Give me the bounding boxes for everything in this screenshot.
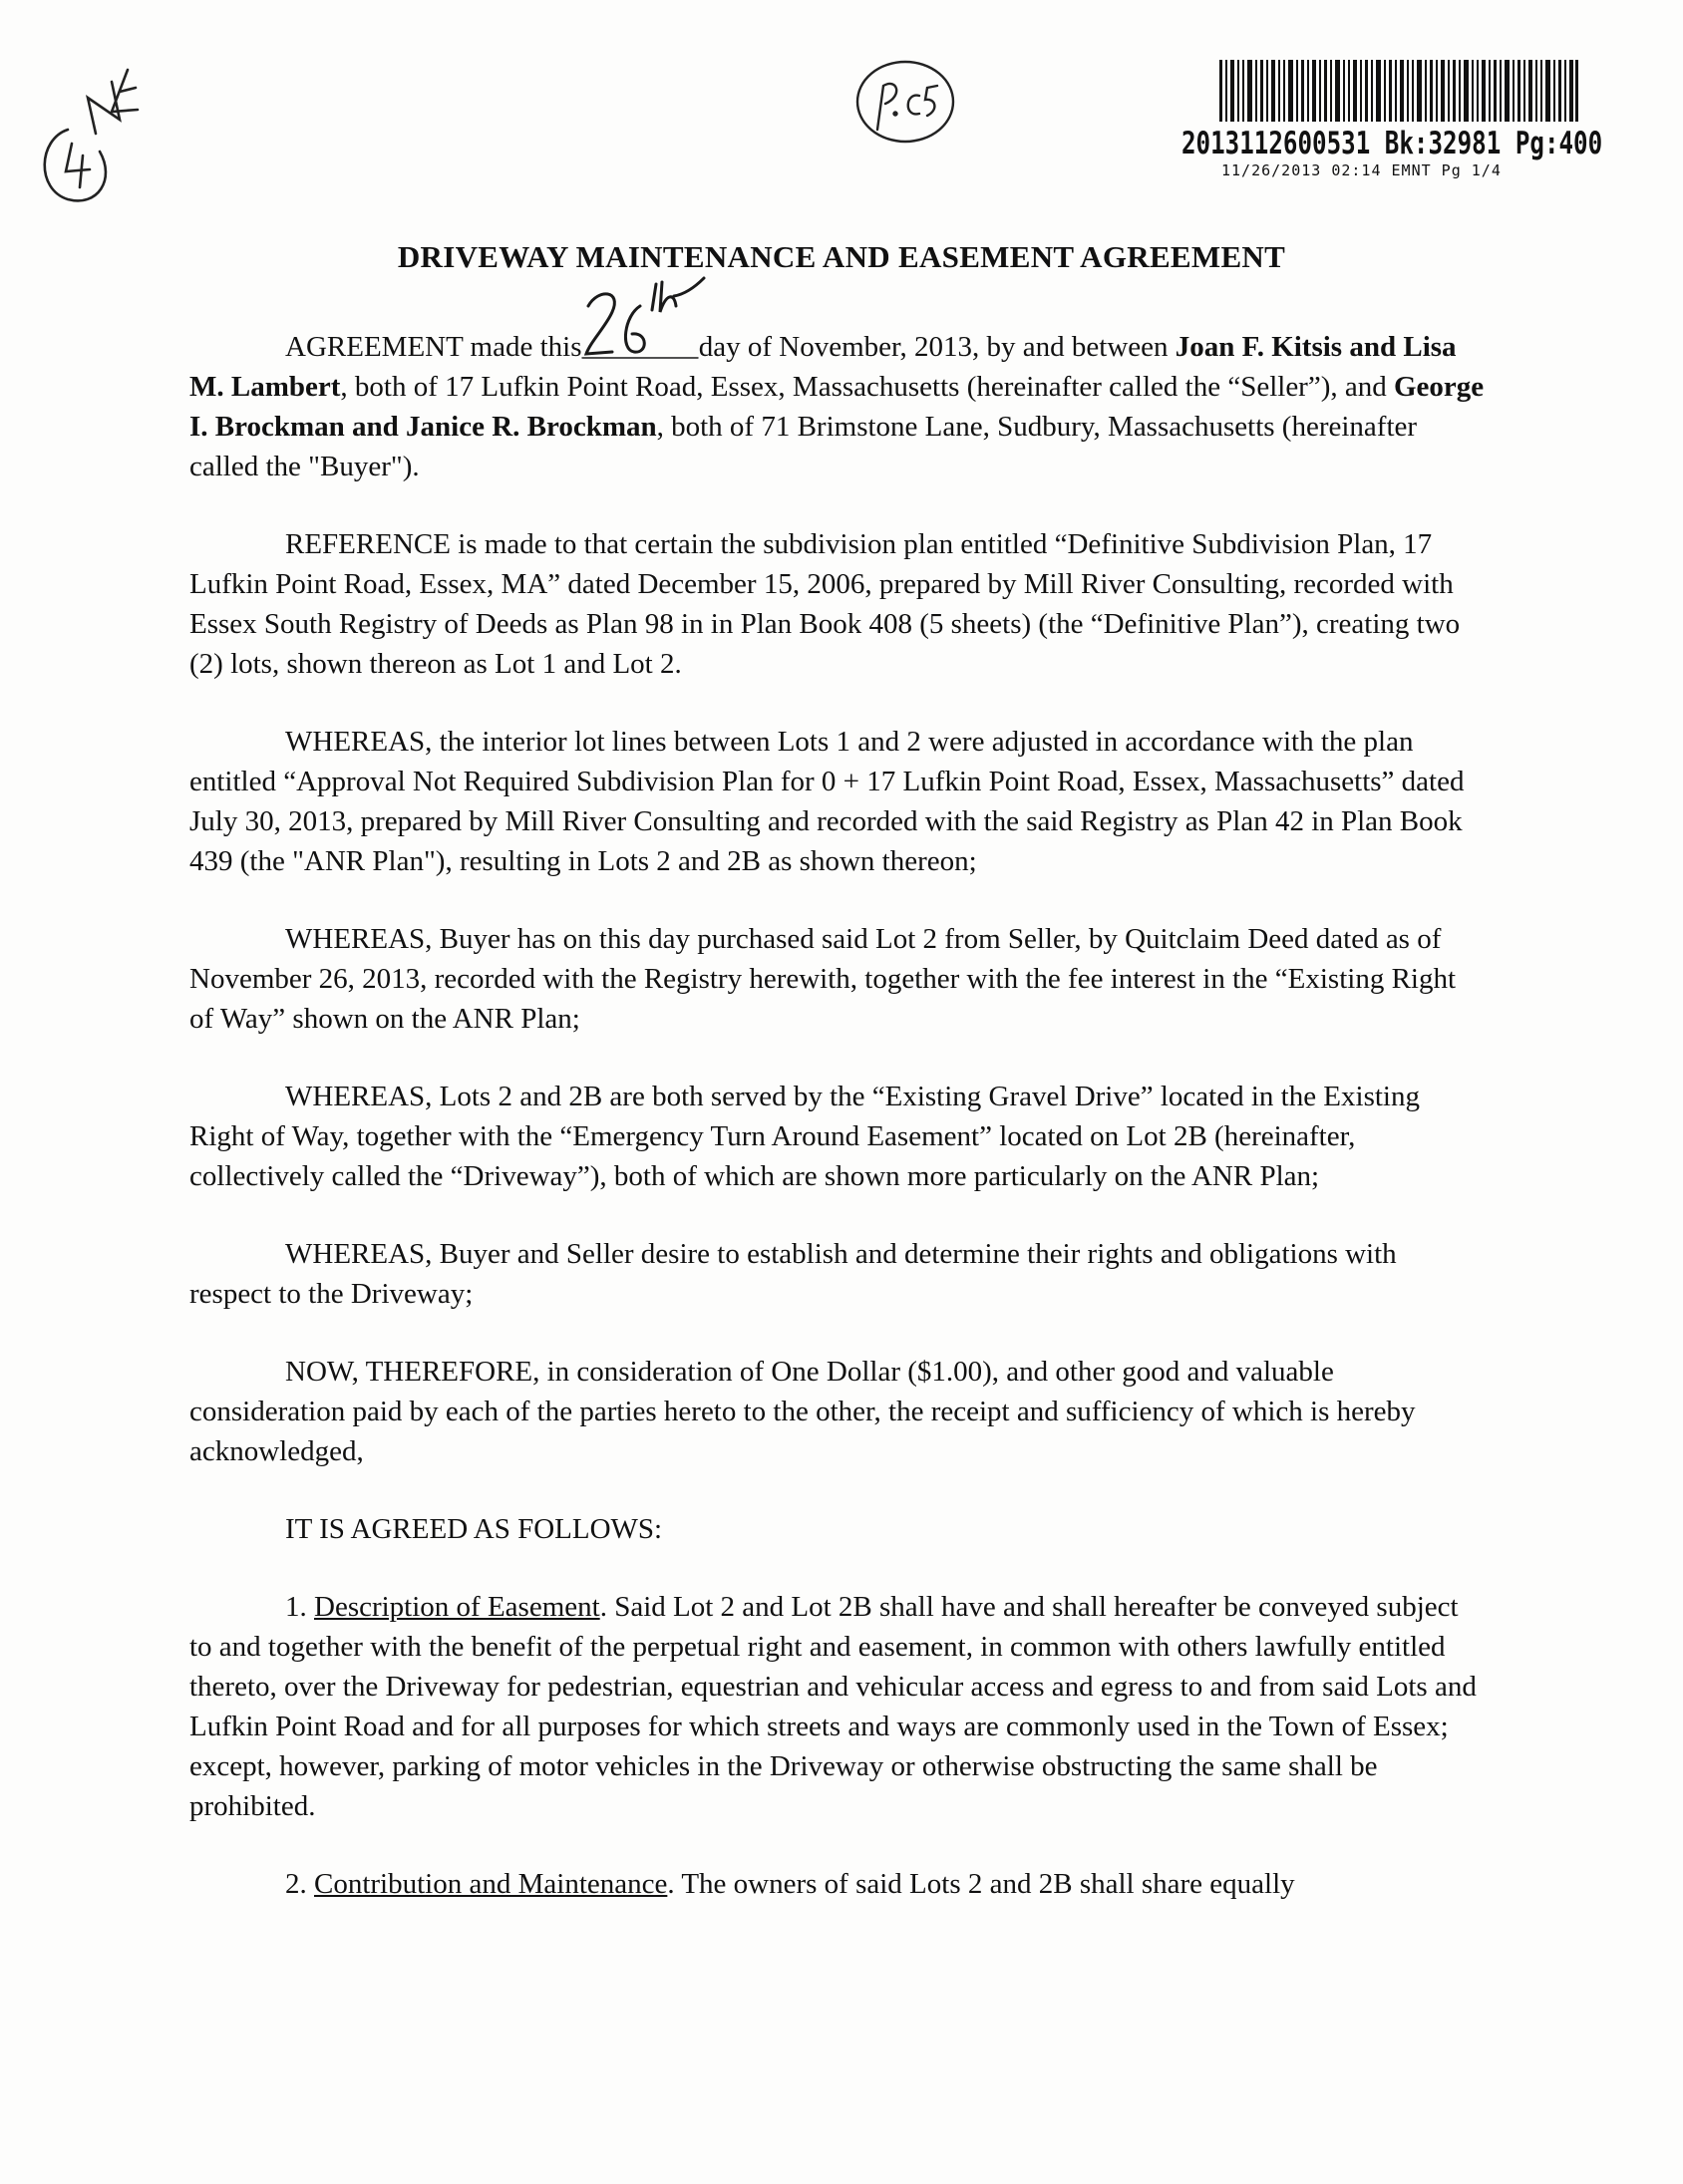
intro-text-2: day of November, 2013, by and between	[691, 331, 1176, 363]
intro-text-3: , both of 17 Lufkin Point Road, Essex, Massachusetts (hereinafter called the “Seller”), and	[340, 371, 1394, 403]
section-1	[189, 1587, 1486, 1826]
now-therefore-text: NOW, THEREFORE, in consideration of One Dollar ($1.00), and other good and valuable consideration paid by each of the parties hereto to the other, the receipt and sufficiency of which is hereby acknowledged,	[189, 1356, 1416, 1467]
whereas-text-1: WHEREAS, the interior lot lines between Lots 1 and 2 were adjusted in accordance with the plan entitled “Approval Not Required Subdivision Plan for 0 + 17 Lufkin Point Road, Essex, Massachusetts” dated July 30, 2013, prepared by Mill River Consulting and recorded with the said Registry as Plan 42 in Plan Book 439 (the "ANR Plan"), resulting in Lots 2 and 2B as shown thereon;	[189, 726, 1465, 877]
section-1-heading: Description of Easement	[314, 1591, 600, 1623]
section-2-heading: Contribution and Maintenance	[314, 1868, 668, 1900]
document-title: DRIVEWAY MAINTENANCE AND EASEMENT AGREEMENT	[397, 239, 1286, 274]
section-1-number: 1.	[285, 1591, 307, 1623]
reference-paragraph	[189, 524, 1486, 684]
reference-text: REFERENCE is made to that certain the subdivision plan entitled “Definitive Subdivision Plan, 17 Lufkin Point Road, Essex, MA” dated December 15, 2006, prepared by Mill River Consulting, recorded with Essex South Registry of Deeds as Plan 98 in in Plan Book 408 (5 sheets) (the “Definitive Plan”), creating two (2) lots, shown thereon as Lot 1 and Lot 2.	[189, 528, 1461, 680]
recording-datetime: 11/26/2013 02:14 EMNT Pg 1/4	[1221, 161, 1502, 179]
now-therefore-paragraph	[189, 1352, 1486, 1471]
recording-book-page: 1 Bk:32981 Pg:400	[1355, 126, 1603, 161]
handwritten-margin-note	[28, 60, 168, 209]
document-body	[189, 327, 1486, 1942]
whereas-paragraph-4	[189, 1234, 1486, 1314]
recording-stamp	[1181, 60, 1603, 179]
section-1-text: . Said Lot 2 and Lot 2B shall have and shall hereafter be conveyed subject to and together with the benefit of the perpetual right and easement, in common with others lawfully entitled thereto, over the Driveway for pedestrian, equestrian and vehicular access and egress to and from said Lots and Lufkin Point Road and for all purposes for which streets and ways are commonly used in the Town of Essex; except, however, parking of motor vehicles in the Driveway or otherwise obstructing the same shall be prohibited.	[189, 1591, 1477, 1822]
barcode	[1219, 60, 1578, 122]
intro-text-1: AGREEMENT made this	[285, 331, 582, 363]
whereas-text-2: WHEREAS, Buyer has on this day purchased said Lot 2 from Seller, by Quitclaim Deed dated as of November 26, 2013, recorded with the Registry herewith, together with the fee interest in the “Existing Right of Way” shown on the ANR Plan;	[189, 923, 1457, 1035]
section-2-text: . The owners of said Lots 2 and 2B shall share equally	[667, 1868, 1295, 1900]
handwritten-day-ink	[578, 276, 708, 366]
intro-paragraph	[189, 327, 1486, 486]
whereas-paragraph-2	[189, 919, 1486, 1039]
buyer-names: George I. Brockman and Janice R. Brockman	[189, 371, 1485, 443]
handwritten-circled-initials	[847, 52, 962, 152]
agreed-text: IT IS AGREED AS FOLLOWS:	[285, 1513, 663, 1545]
section-2-number: 2.	[285, 1868, 307, 1900]
recording-number: 201311260053	[1181, 126, 1356, 161]
agreed-heading	[189, 1509, 1486, 1549]
whereas-paragraph-1	[189, 722, 1486, 881]
handwritten-day	[582, 336, 692, 356]
whereas-text-3: WHEREAS, Lots 2 and 2B are both served by the “Existing Gravel Drive” located in the Existing Right of Way, together with the “Emergency Turn Around Easement” located on Lot 2B (hereinafter, collectively called the “Driveway”), both of which are shown more particularly on the ANR Plan;	[189, 1081, 1420, 1192]
whereas-text-4: WHEREAS, Buyer and Seller desire to establish and determine their rights and obligations with respect to the Driveway;	[189, 1238, 1397, 1310]
recording-number-line	[1181, 126, 1603, 161]
section-2	[189, 1864, 1486, 1904]
whereas-paragraph-3	[189, 1077, 1486, 1196]
seller-names: Joan F. Kitsis and Lisa M. Lambert	[189, 331, 1457, 403]
intro-text-4: , both of 71 Brimstone Lane, Sudbury, Massachusetts (hereinafter called the "Buyer").	[189, 411, 1418, 482]
